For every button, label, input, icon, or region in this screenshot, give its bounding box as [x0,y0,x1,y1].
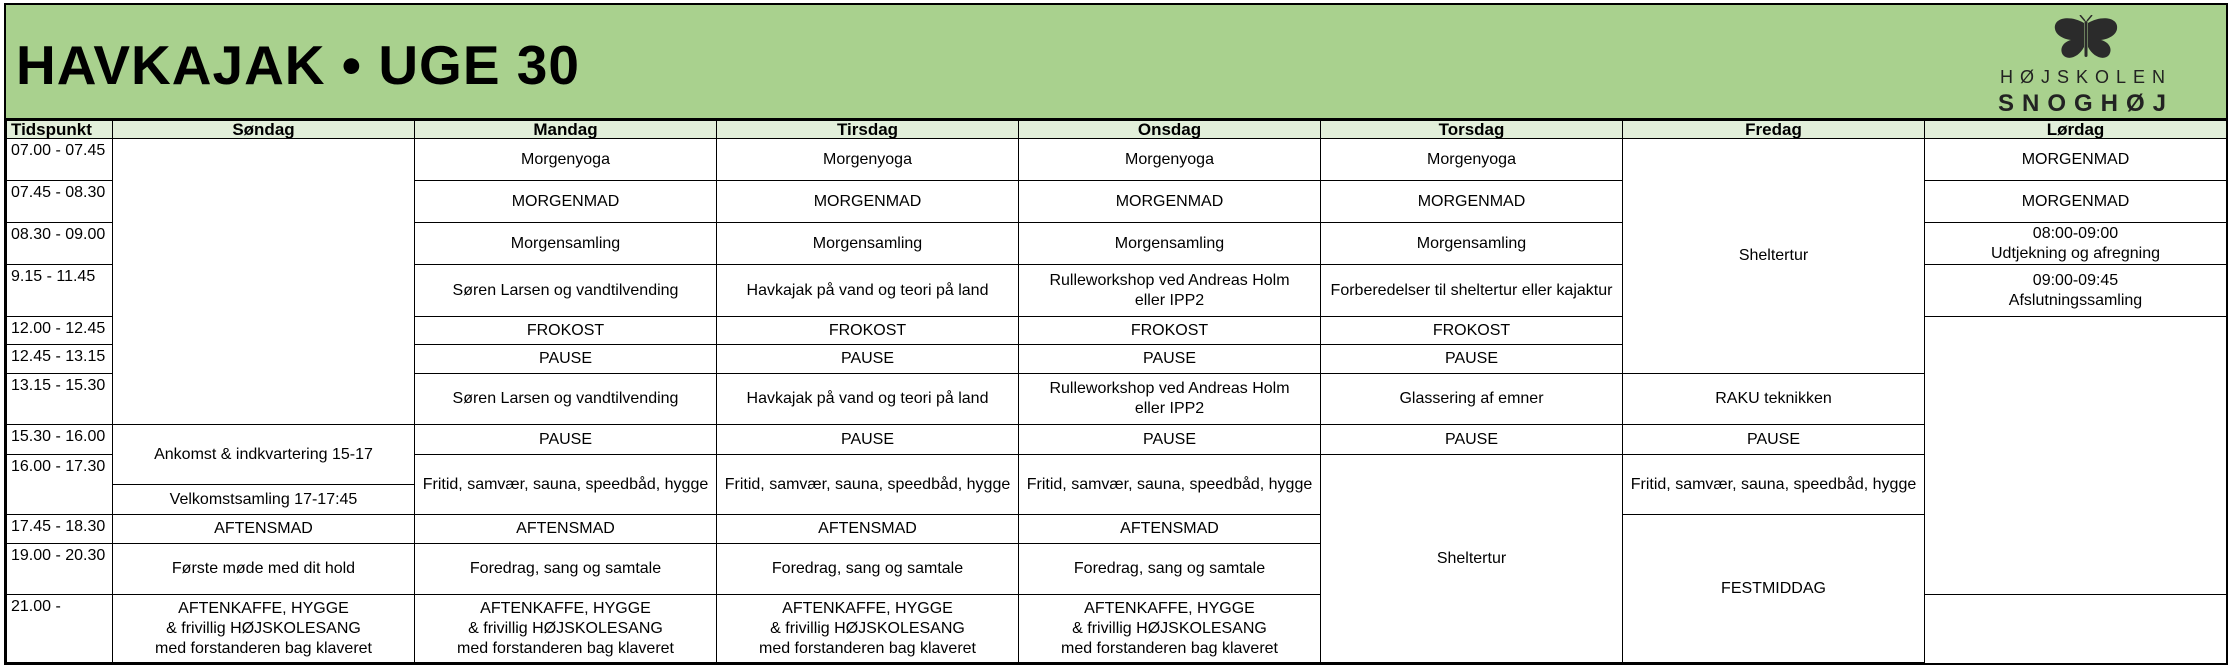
time-cell: 07.45 - 08.30 [7,181,113,223]
schedule-cell: Morgenyoga [415,139,717,181]
schedule-cell [113,595,415,663]
schedule-cell: FROKOST [1321,317,1623,345]
cell-line: Afslutningssamling [2008,291,2143,309]
cell-line: 09:00-09:45 [2032,271,2119,289]
schedule-cell: Havkajak på vand og teori på land [717,374,1019,425]
schedule-cell [717,595,1019,663]
schedule-cell: FROKOST [415,317,717,345]
schedule-cell: Fritid, samvær, sauna, speedbåd, hygge [717,455,1019,515]
schedule-cell: MORGENMAD [717,181,1019,223]
time-cell: 13.15 - 15.30 [7,374,113,425]
cell-line: Rulleworkshop ved Andreas Holm [1049,380,1290,397]
schedule-cell: RAKU teknikken [1623,374,1925,425]
schedule-cell: MORGENMAD [1925,181,2227,223]
schedule-cell: Fritid, samvær, sauna, speedbåd, hygge [1623,455,1925,515]
column-header-thursday: Torsdag [1321,121,1623,139]
schedule-cell: PAUSE [1321,345,1623,374]
column-header-tuesday: Tirsdag [717,121,1019,139]
schedule-cell: Morgensamling [415,223,717,265]
schedule-cell: AFTENSMAD [113,515,415,544]
schedule-cell: Glassering af emner [1321,374,1623,425]
cell-line: med forstanderen bag klaveret [154,639,372,657]
schedule-cell: Morgensamling [1019,223,1321,265]
schedule-cell [1925,265,2227,317]
schedule-cell: PAUSE [415,425,717,455]
schedule-table [6,120,2227,663]
schedule-cell: Morgenyoga [1019,139,1321,181]
schedule-cell: FROKOST [717,317,1019,345]
cell-line: AFTENKAFFE, HYGGE [178,599,349,617]
schedule-cell: PAUSE [1019,425,1321,455]
schedule-cell: FROKOST [1019,317,1321,345]
logo-text-line1: HØJSKOLEN [1999,67,2173,87]
column-header-monday: Mandag [415,121,717,139]
column-header-time: Tidspunkt [7,121,113,139]
time-cell: 07.00 - 07.45 [7,139,113,181]
schedule-cell [415,595,717,663]
schedule-cell: Morgenyoga [1321,139,1623,181]
schedule-cell: PAUSE [415,345,717,374]
cell-line: & frivillig HØJSKOLESANG [770,619,965,637]
schedule-cell: Første møde med dit hold [113,544,415,595]
time-cell: 15.30 - 16.00 [7,425,113,455]
cell-line: AFTENKAFFE, HYGGE [1084,599,1255,617]
time-cell: 16.00 - 17.30 [7,455,113,515]
logo-text-line2: SNOGHØJ [1997,90,2175,117]
cell-line: & frivillig HØJSKOLESANG [166,619,361,637]
time-cell: 12.00 - 12.45 [7,317,113,345]
cell-line: eller IPP2 [1134,291,1205,309]
cell-line: med forstanderen bag klaveret [456,639,674,657]
time-cell: 12.45 - 13.15 [7,345,113,374]
schedule-cell: Søren Larsen og vandtilvending [415,265,717,317]
schedule-cell: AFTENSMAD [415,515,717,544]
table-row [7,515,2227,544]
schedule-cell: FESTMIDDAG [1623,515,1925,663]
table-row [7,425,2227,455]
schedule-cell: Morgenyoga [717,139,1019,181]
column-header-friday: Fredag [1623,121,1925,139]
schedule-cell [1019,374,1321,425]
cell-line: Udtjekning og afregning [1990,244,2160,262]
schedule-sheet [4,3,2228,665]
page-title: HAVKAJAK • UGE 30 [16,34,580,96]
schedule-cell [1019,595,1321,663]
schedule-cell: Morgensamling [1321,223,1623,265]
schedule-cell: Fritid, samvær, sauna, speedbåd, hygge [1019,455,1321,515]
cell-line: & frivillig HØJSKOLESANG [468,619,663,637]
sunday-empty-cell [113,139,415,425]
schedule-cell: AFTENSMAD [717,515,1019,544]
time-cell: 19.00 - 20.30 [7,544,113,595]
time-cell: 17.45 - 18.30 [7,515,113,544]
schedule-header [6,5,2226,120]
schedule-cell: Sheltertur [1321,455,1623,663]
schedule-cell: Foredrag, sang og samtale [717,544,1019,595]
saturday-empty-cell [1925,317,2227,595]
schedule-cell: MORGENMAD [1321,181,1623,223]
schedule-cell [1019,265,1321,317]
time-cell: 9.15 - 11.45 [7,265,113,317]
cell-line: AFTENKAFFE, HYGGE [480,599,651,617]
schedule-cell: Fritid, samvær, sauna, speedbåd, hygge [415,455,717,515]
schedule-cell: PAUSE [1321,425,1623,455]
schedule-cell: Havkajak på vand og teori på land [717,265,1019,317]
schedule-cell: MORGENMAD [1019,181,1321,223]
schedule-cell: Forberedelser til sheltertur eller kajaktur [1321,265,1623,317]
butterfly-icon [1991,15,2181,65]
schedule-cell: MORGENMAD [415,181,717,223]
cell-line: eller IPP2 [1134,400,1205,417]
schedule-cell: Morgensamling [717,223,1019,265]
schedule-cell: Velkomstsamling 17-17:45 [113,485,415,515]
schedule-cell [1925,223,2227,265]
schedule-cell: MORGENMAD [1925,139,2227,181]
column-header-sunday: Søndag [113,121,415,139]
cell-line: AFTENKAFFE, HYGGE [782,599,953,617]
table-row [7,139,2227,181]
cell-line: med forstanderen bag klaveret [758,639,976,657]
schedule-cell: Sheltertur [1623,139,1925,374]
schedule-cell: PAUSE [1019,345,1321,374]
cell-line: med forstanderen bag klaveret [1060,639,1278,657]
schedule-cell: AFTENSMAD [1019,515,1321,544]
cell-line: & frivillig HØJSKOLESANG [1072,619,1267,637]
schedule-cell: Søren Larsen og vandtilvending [415,374,717,425]
school-logo [1991,15,2181,115]
schedule-cell: PAUSE [717,345,1019,374]
column-header-saturday: Lørdag [1925,121,2227,139]
cell-line: 08:00-09:00 [2032,224,2119,242]
cell-line: Rulleworkshop ved Andreas Holm [1049,271,1290,289]
column-header-wednesday: Onsdag [1019,121,1321,139]
schedule-cell: Foredrag, sang og samtale [415,544,717,595]
time-cell: 08.30 - 09.00 [7,223,113,265]
schedule-cell: PAUSE [717,425,1019,455]
time-cell: 21.00 - [7,595,113,663]
schedule-cell: Foredrag, sang og samtale [1019,544,1321,595]
schedule-cell: PAUSE [1623,425,1925,455]
header-row [7,121,2227,139]
schedule-cell: Ankomst & indkvartering 15-17 [113,425,415,485]
